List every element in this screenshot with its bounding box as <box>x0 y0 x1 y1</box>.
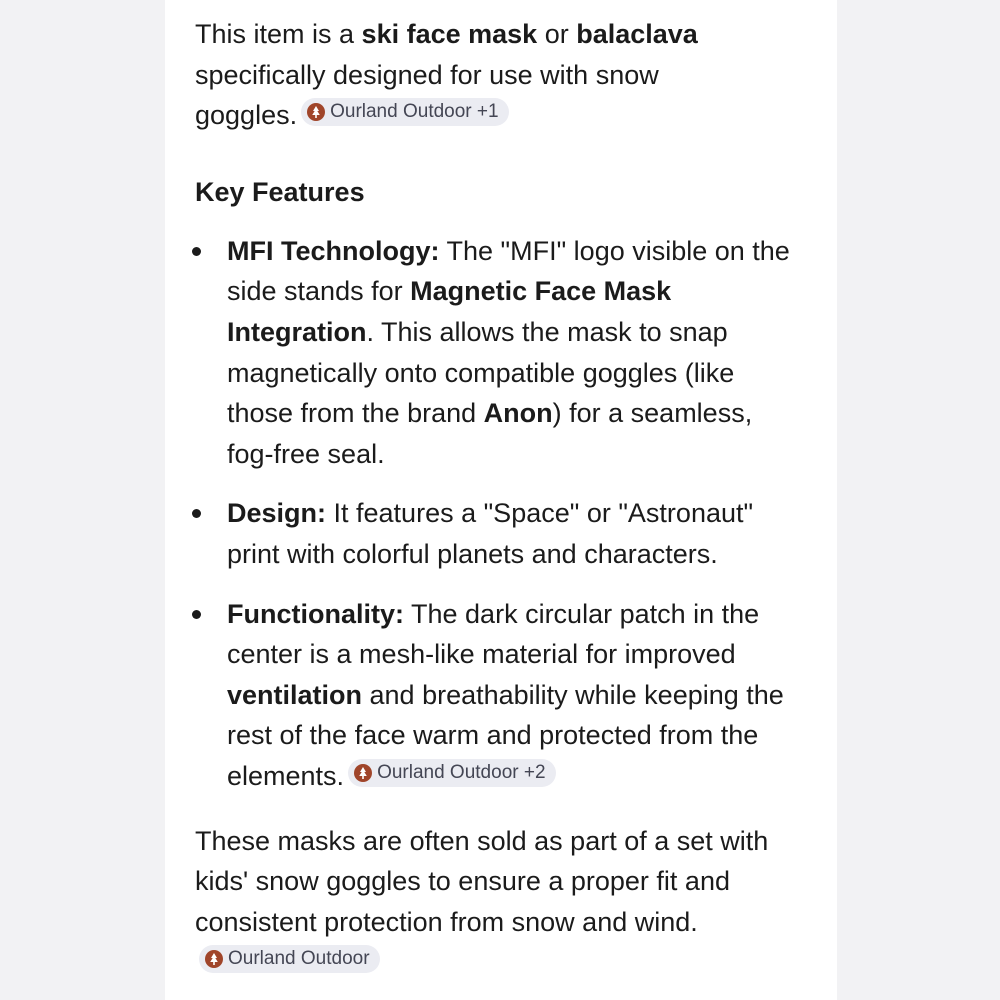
tree-source-icon <box>307 103 325 121</box>
source-chip-intro[interactable] <box>301 98 508 126</box>
feature-text: and breathability while keeping the rest of the face warm and protected from the elements. <box>227 679 784 791</box>
closing-text: These masks are often sold as part of a set with kids' snow goggles to ensure a proper fit and consistent protection from snow and wind. <box>195 825 769 937</box>
feature-label: MFI Technology: <box>227 235 440 266</box>
source-chip-closing[interactable] <box>199 945 380 973</box>
list-item <box>195 231 795 475</box>
source-chip-label: Ourland Outdoor <box>228 948 370 970</box>
feature-text: . This allows the mask to snap magnetically onto compatible goggles (like those from the brand <box>227 316 735 429</box>
feature-text: ) for a seamless, fog-free seal. <box>227 398 753 469</box>
feature-text: The dark circular patch in the center is a mesh-like material for improved <box>227 598 760 670</box>
intro-bold-2: balaclava <box>576 19 698 49</box>
feature-bold: ventilation <box>227 679 363 710</box>
source-chip-functionality[interactable] <box>348 759 555 787</box>
feature-bold: Anon <box>483 398 553 429</box>
feature-text: The "MFI" logo visible on the side stands for <box>227 235 790 307</box>
features-heading: Key Features <box>195 176 365 207</box>
list-item <box>195 493 795 574</box>
tree-source-icon <box>205 950 223 968</box>
intro-text-1: This item is a <box>195 19 362 49</box>
closing-paragraph <box>195 821 800 983</box>
feature-label: Functionality: <box>227 598 404 629</box>
source-chip-label: Ourland Outdoor +2 <box>377 761 546 783</box>
list-item <box>195 594 827 797</box>
response-content <box>195 14 825 983</box>
intro-text-2: or <box>537 19 577 49</box>
source-chip-label: Ourland Outdoor +1 <box>330 101 499 123</box>
intro-text-3: specifically designed for use with snow goggles. <box>195 59 659 131</box>
feature-bold: Magnetic Face Mask Integration <box>227 276 672 347</box>
feature-text: It features a "Space" or "Astronaut" print with colorful planets and characters. <box>227 498 754 569</box>
tree-source-icon <box>354 764 372 782</box>
intro-paragraph <box>195 14 720 136</box>
feature-label: Design: <box>227 498 327 529</box>
features-list <box>195 231 825 797</box>
intro-bold-1: ski face mask <box>361 19 538 49</box>
